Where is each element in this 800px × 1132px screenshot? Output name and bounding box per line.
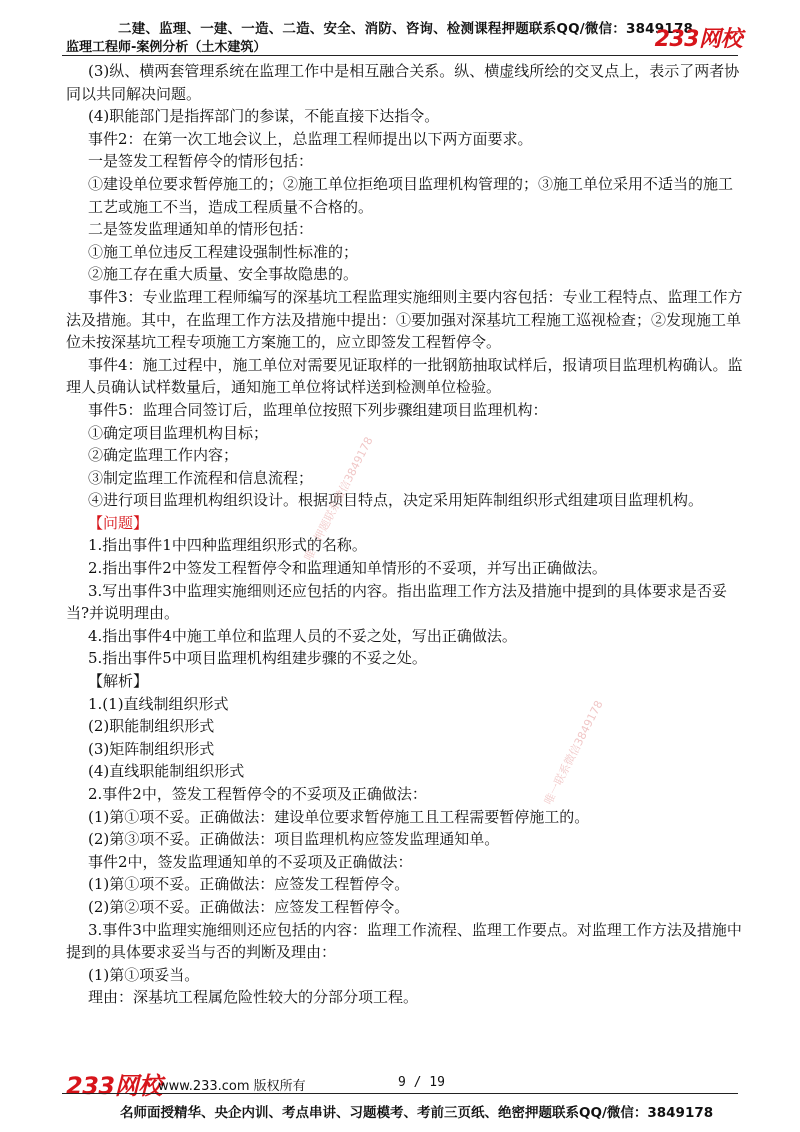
text-line: 同以共同解决问题。 (66, 84, 202, 103)
text-line: 【问题】 (88, 513, 149, 532)
text-line: (1)第①项不妥。正确做法：应签发工程暂停令。 (88, 875, 410, 894)
text-line: (2)第②项不妥。正确做法：应签发工程暂停令。 (88, 897, 410, 916)
text-line: ③制定监理工作流程和信息流程； (88, 468, 314, 487)
text-line: 4.指出事件4中施工单位和监理人员的不妥之处，写出正确做法。 (88, 626, 517, 645)
footer-contact-line: 名师面授精华、央企内训、考点串讲、习题模考、考前三页纸、绝密押题联系QQ/微信：3849178 (120, 1105, 714, 1121)
text-line: (3)矩阵制组织形式 (88, 739, 215, 758)
page-header (0, 0, 800, 56)
text-line: ①建设单位要求暂停施工的；②施工单位拒绝项目监理机构管理的；③施工单位采用不适当的施工 (88, 174, 734, 193)
text-line: 5.指出事件5中项目监理机构组建步骤的不妥之处。 (88, 649, 427, 668)
watermark-2: 唯一联系微信3849178 (541, 698, 606, 807)
text-line: (1)第①项妥当。 (88, 965, 200, 984)
text-line: 事件3：专业监理工程师编写的深基坑工程监理实施细则主要内容包括：专业工程特点、监理工作方 (88, 287, 743, 306)
logo-233-header: 233网校 (654, 27, 742, 52)
text-line: 当?并说明理由。 (66, 604, 180, 623)
text-line: 法及措施。其中，在监理工作方法及措施中提出：①要加强对深基坑工程施工巡视检查；②发现施工单 (66, 310, 742, 329)
logo-233-footer: 233网校 (66, 1072, 162, 1100)
text-line: 理由：深基坑工程属危险性较大的分部分项工程。 (88, 988, 419, 1007)
text-line: ①确定项目监理机构目标； (88, 423, 269, 442)
text-line: ④进行项目监理机构组织设计。根据项目特点，决定采用矩阵制组织形式组建项目监理机构。 (88, 491, 704, 510)
text-line: 3.写出事件3中监理实施细则还应包括的内容。指出监理工作方法及措施中提到的具体要求是否妥 (88, 581, 727, 600)
text-line: 2.事件2中，签发工程暂停令的不妥项及正确做法： (88, 785, 427, 803)
text-line: 提到的具体要求妥当与否的判断及理由： (66, 943, 337, 962)
text-line: 1.(1)直线制组织形式 (88, 694, 229, 713)
text-line: (3)纵、横两套管理系统在监理工作中是相互融合关系。纵、横虚线所绘的交叉点上，表示了两者协 (88, 62, 740, 80)
text-line: 2.指出事件2中签发工程暂停令和监理通知单情形的不妥项，并写出正确做法。 (88, 559, 607, 578)
footer-divider (62, 1093, 738, 1094)
text-line: (4)直线职能制组织形式 (88, 762, 245, 781)
text-line: 一是签发工程暂停令的情形包括： (88, 152, 314, 171)
text-line: (4)职能部门是指挥部门的参谋，不能直接下达指令。 (88, 107, 440, 126)
text-line: 二是签发监理通知单的情形包括： (88, 220, 314, 239)
text-line: 3.事件3中监理实施细则还应包括的内容：监理工作流程、监理工作要点。对监理工作方法及措施中 (88, 920, 742, 939)
text-line: 位未按深基坑工程专项施工方案施工的，应立即签发工程暂停令。 (66, 333, 502, 352)
text-line: ①施工单位违反工程建设强制性标准的； (88, 242, 359, 261)
text-line: 事件2中，签发监理通知单的不妥项及正确做法： (88, 852, 413, 871)
page-number: 9 / 19 (398, 1075, 445, 1090)
text-line: ②施工存在重大质量、安全事故隐患的。 (88, 265, 359, 284)
text-line: (2)职能制组织形式 (88, 717, 215, 736)
text-line: ②确定监理工作内容； (88, 446, 239, 465)
text-line: (2)第③项不妥。正确做法：项目监理机构应签发监理通知单。 (88, 830, 500, 849)
text-line: 事件2：在第一次工地会议上，总监理工程师提出以下两方面要求。 (88, 129, 533, 148)
text-line: 工艺或施工不当，造成工程质量不合格的。 (88, 197, 374, 216)
footer-copyright: www.233.com 版权所有 (158, 1079, 306, 1094)
text-line: 事件4：施工过程中，施工单位对需要见证取样的一批钢筋抽取试样后，报请项目监理机构确认。监 (88, 355, 743, 374)
header-subtitle: 监理工程师-案例分析（土木建筑） (66, 40, 267, 55)
watermark-1: 唯一押题联系微信3849178 (301, 434, 376, 563)
text-line: (1)第①项不妥。正确做法：建设单位要求暂停施工且工程需要暂停施工的。 (88, 807, 590, 826)
document-body (66, 60, 760, 1009)
text-line: 理人员确认试样数量后，通知施工单位将试样送到检测单位检验。 (66, 378, 502, 397)
text-line: 1.指出事件1中四种监理组织形式的名称。 (88, 536, 367, 555)
text-line: 事件5：监理合同签订后，监理单位按照下列步骤组建项目监理机构： (88, 400, 548, 419)
header-contact-line: 二建、监理、一建、一造、二造、安全、消防、咨询、检测课程押题联系QQ/微信：3849178 (118, 21, 694, 37)
text-line: 【解析】 (88, 672, 149, 691)
header-divider (62, 55, 738, 56)
